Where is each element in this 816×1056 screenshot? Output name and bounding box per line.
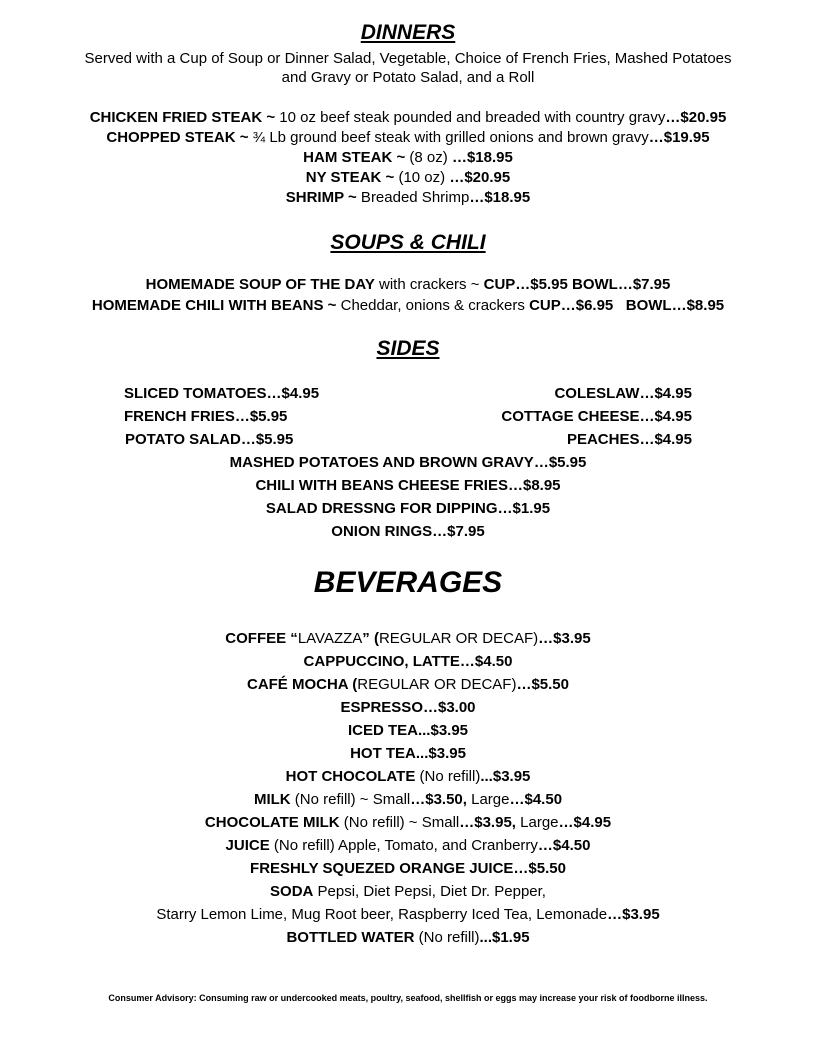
menu-item-shrimp: SHRIMP ~ Breaded Shrimp…$18.95 (285, 189, 531, 206)
side-mashed-potatoes: MASHED POTATOES AND BROWN GRAVY…$5.95 (229, 454, 587, 471)
dinners-section (0, 21, 816, 87)
beverage-juice: JUICE (No refill) Apple, Tomato, and Cranberry…$4.50 (225, 837, 591, 854)
consumer-advisory: Consumer Advisory: Consuming raw or undercooked meats, poultry, seafood, shellfish or eggs may increase your risk of foodborne illness. (108, 993, 708, 1003)
beverage-orange-juice: FRESHLY SQUEZED ORANGE JUICE…$5.50 (250, 860, 566, 877)
advisory-section (0, 992, 816, 1004)
dinners-items (0, 108, 816, 208)
side-peaches: PEACHES…$4.95 (566, 431, 692, 448)
side-onion-rings: ONION RINGS…$7.95 (331, 523, 485, 540)
sides-row-1 (124, 382, 692, 405)
side-salad-dressing: SALAD DRESSNG FOR DIPPING…$1.95 (265, 500, 551, 517)
side-coleslaw: COLESLAW…$4.95 (554, 385, 692, 402)
beverage-coffee: COFFEE “LAVAZZA” (REGULAR OR DECAF)…$3.95 (225, 630, 591, 647)
beverages-items (0, 627, 816, 949)
sides-row-3 (124, 428, 692, 451)
side-french-fries: FRENCH FRIES…$5.95 (124, 408, 288, 425)
menu-item-soup-of-the-day: HOMEMADE SOUP OF THE DAY with crackers ~ CUP…$5.95 BOWL…$7.95 (145, 276, 671, 293)
beverage-hot-tea: HOT TEA...$3.95 (350, 745, 466, 762)
menu-item-ham-steak: HAM STEAK ~ (8 oz) …$18.95 (303, 149, 513, 166)
menu-item-ny-steak: NY STEAK ~ (10 oz) …$20.95 (305, 169, 511, 186)
menu-item-chicken-fried-steak: CHICKEN FRIED STEAK ~ 10 oz beef steak pounded and breaded with country gravy…$20.95 (89, 109, 727, 126)
beverage-cafe-mocha: CAFÉ MOCHA (REGULAR OR DECAF)…$5.50 (246, 676, 569, 693)
sides-section (0, 337, 816, 361)
side-chili-cheese-fries: CHILI WITH BEANS CHEESE FRIES…$8.95 (255, 477, 561, 494)
menu-item-chopped-steak: CHOPPED STEAK ~ ¾ Lb ground beef steak with grilled onions and brown gravy…$19.95 (106, 129, 710, 146)
beverage-soda: SODA Pepsi, Diet Pepsi, Diet Dr. Pepper, (270, 883, 546, 900)
sides-heading: SIDES (376, 337, 440, 360)
beverages-section (0, 566, 816, 600)
beverage-iced-tea: ICED TEA...$3.95 (347, 722, 469, 739)
sides-items (0, 382, 816, 543)
dinners-heading: DINNERS (360, 21, 456, 44)
side-potato-salad: POTATO SALAD…$5.95 (125, 431, 294, 448)
beverage-milk: MILK (No refill) ~ Small…$3.50, Large…$4.50 (253, 791, 563, 808)
beverage-chocolate-milk: CHOCOLATE MILK (No refill) ~ Small…$3.95, Large…$4.95 (204, 814, 612, 831)
beverage-cappuccino-latte: CAPPUCCINO, LATTE…$4.50 (303, 653, 513, 670)
soups-section (0, 231, 816, 255)
dinners-served-line-1: Served with a Cup of Soup or Dinner Salad, Vegetable, Choice of French Fries, Mashed Potatoes (84, 50, 732, 67)
dinners-served-line-2: and Gravy or Potato Salad, and a Roll (281, 69, 535, 86)
beverage-soda-flavors: Starry Lemon Lime, Mug Root beer, Raspberry Iced Tea, Lemonade…$3.95 (156, 906, 660, 923)
soups-items (0, 274, 816, 316)
side-cottage-cheese: COTTAGE CHEESE…$4.95 (501, 408, 692, 425)
beverages-heading: BEVERAGES (313, 566, 503, 599)
menu-item-chili-with-beans: HOMEMADE CHILI WITH BEANS ~ Cheddar, onions & crackers CUP…$6.95 BOWL…$8.95 (91, 297, 725, 314)
beverage-espresso: ESPRESSO…$3.00 (340, 699, 476, 716)
sides-row-2 (124, 405, 692, 428)
soups-heading: SOUPS & CHILI (330, 231, 486, 254)
side-sliced-tomatoes: SLICED TOMATOES…$4.95 (124, 385, 320, 402)
beverage-bottled-water: BOTTLED WATER (No refill)...$1.95 (286, 929, 530, 946)
beverage-hot-chocolate: HOT CHOCOLATE (No refill)...$3.95 (285, 768, 531, 785)
